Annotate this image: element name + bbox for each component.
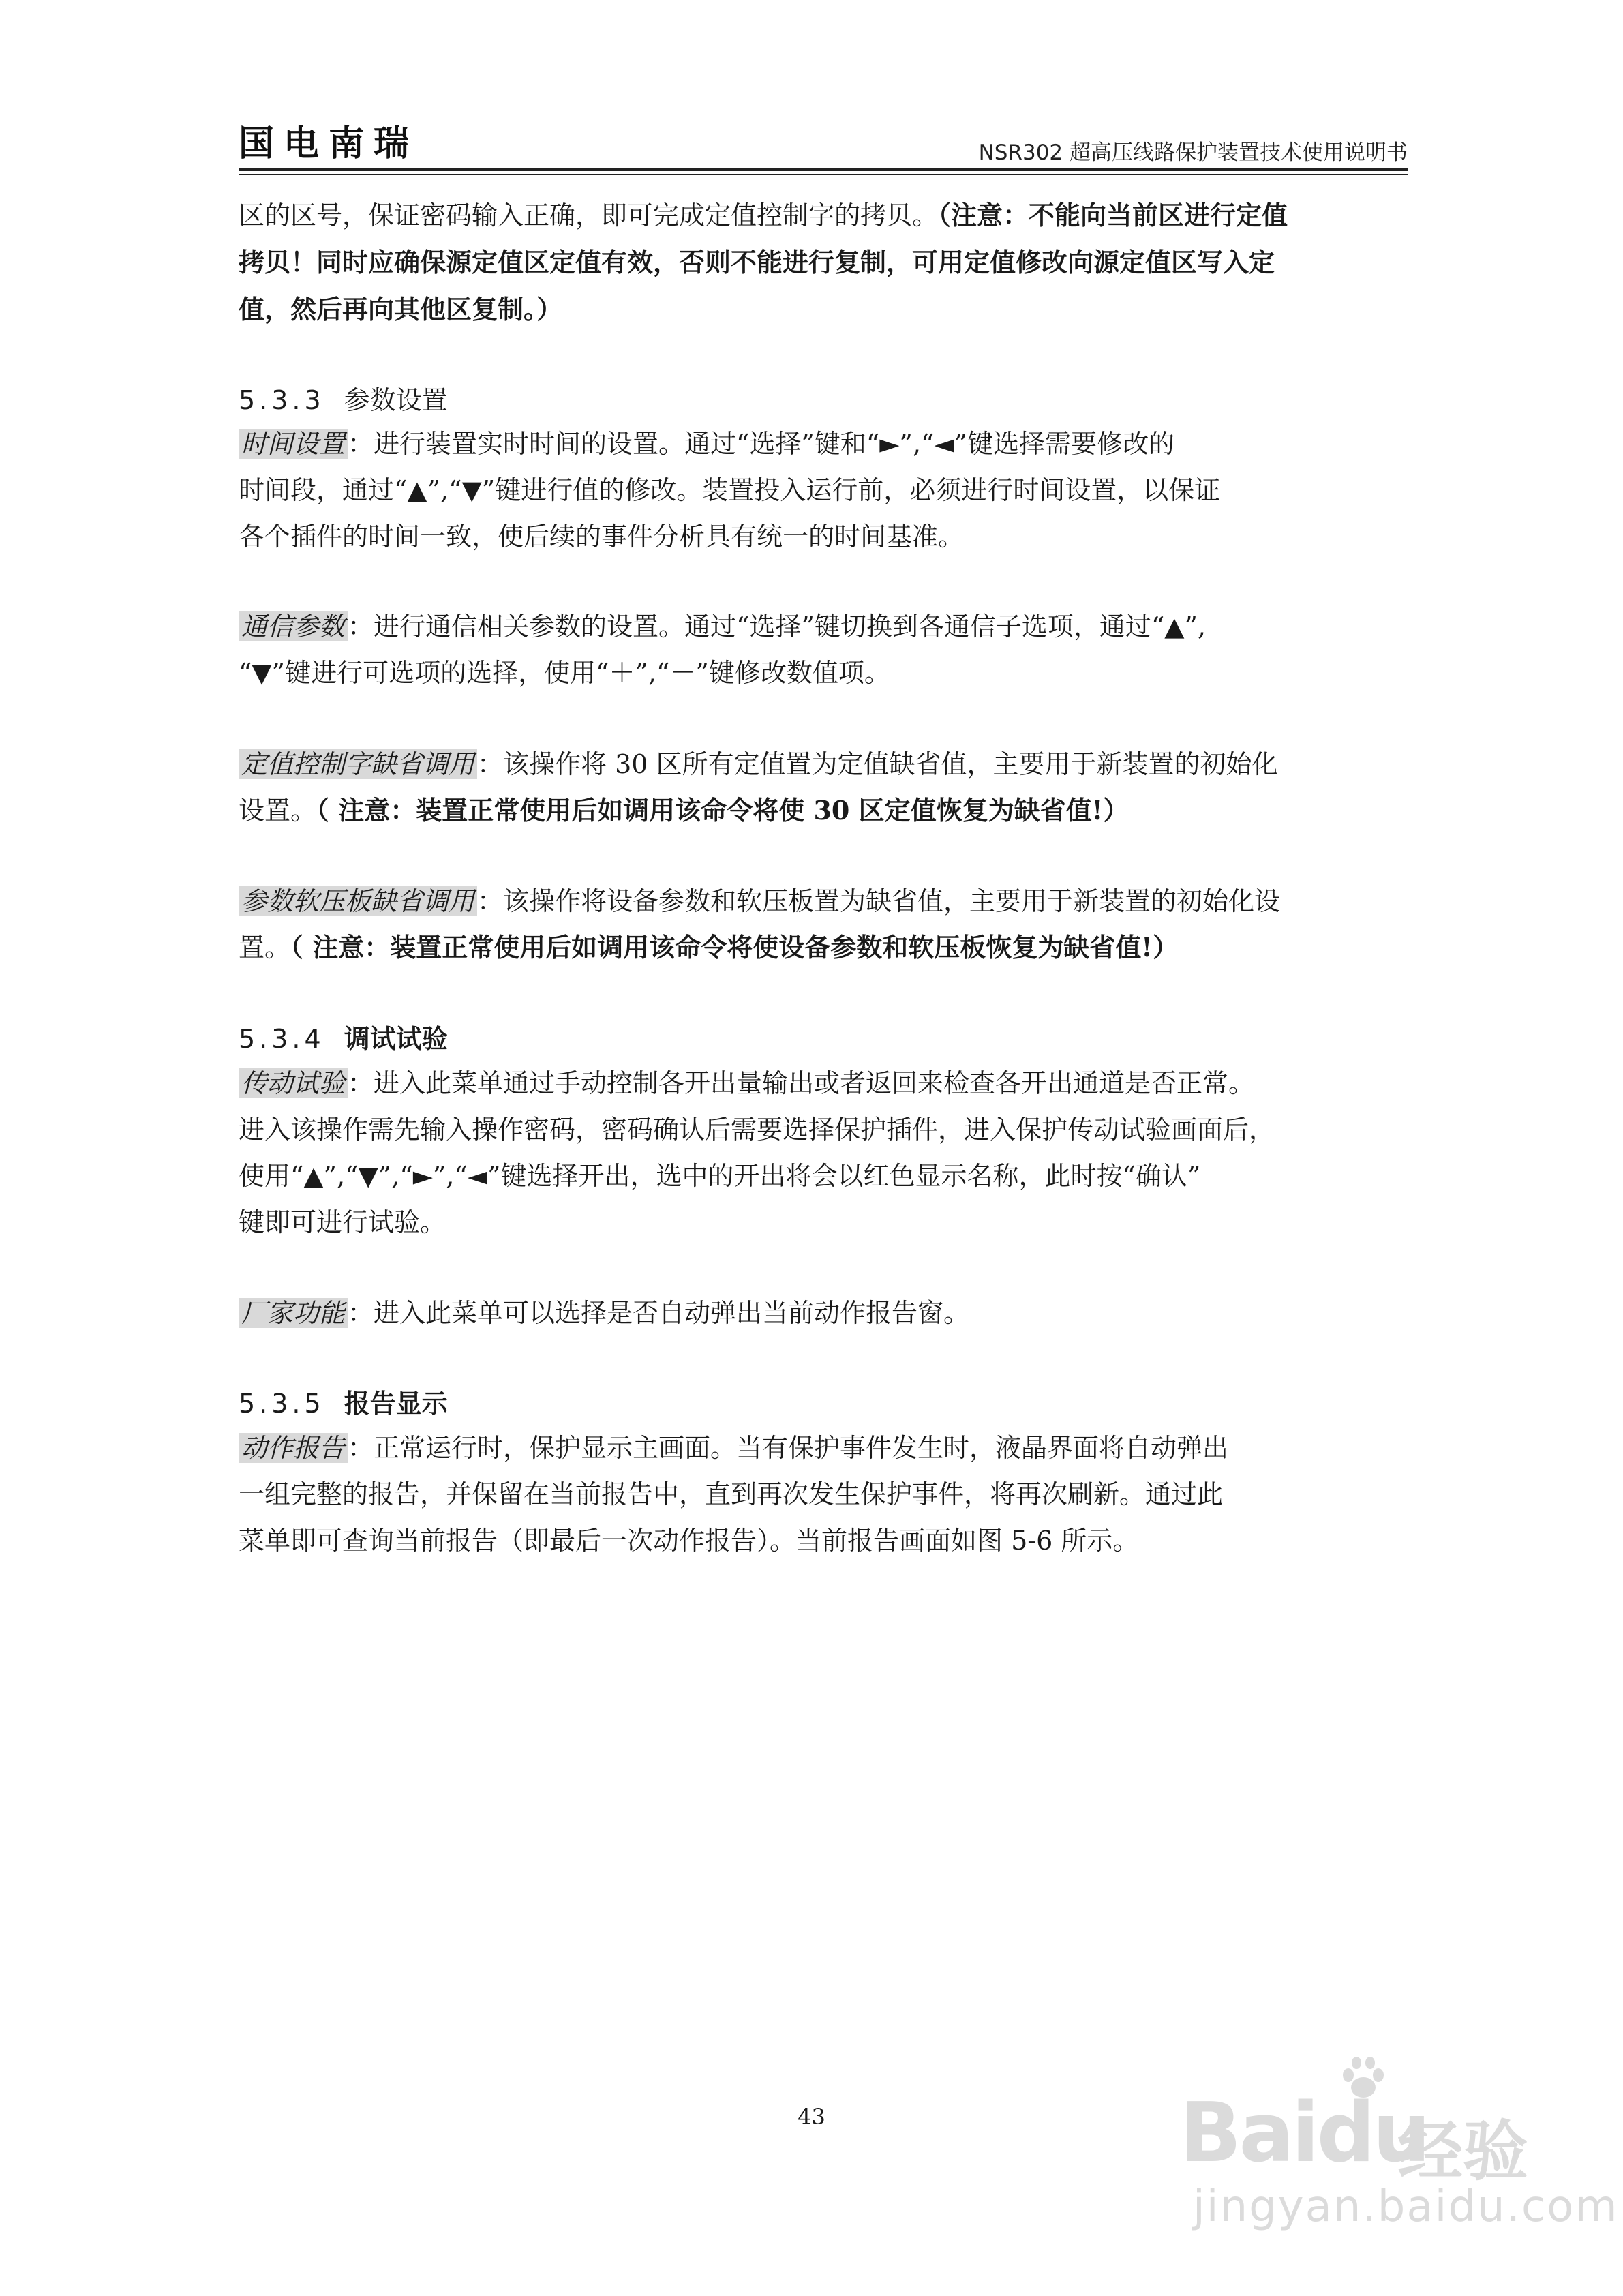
paragraph-text: ：进行装置实时时间的设置。通过“选择”键和“►”,“◄”键选择需要修改的 [348, 429, 1175, 459]
term-action-report: 动作报告 [239, 1433, 348, 1463]
soft-plate-line-2 [239, 931, 1408, 964]
paragraph-text: ：进入此菜单可以选择是否自动弹出当前动作报告窗。 [348, 1298, 970, 1328]
paragraph-text: 设置。 [239, 796, 317, 826]
default-setting-line-2 [239, 794, 1408, 827]
section-title: 报告显示 [344, 1389, 448, 1419]
paragraph-text: ：该操作将设备参数和软压板置为缺省值，主要用于新装置的初始化设 [477, 886, 1281, 916]
section-heading-535 [239, 1387, 1408, 1420]
paragraph-text: 置。 [239, 933, 291, 963]
drive-test-line-2: 进入该操作需先输入操作密码，密码确认后需要选择保护插件，进入保护传动试验画面后， [239, 1115, 1275, 1145]
intro-line-3: 值，然后再向其他区复制。） [239, 294, 563, 324]
term-comm-params: 通信参数 [239, 611, 348, 641]
term-factory-function: 厂家功能 [239, 1298, 348, 1328]
time-setting-line-1 [239, 427, 1408, 460]
section-title: 调试试验 [344, 1024, 448, 1054]
default-setting-line-1 [239, 748, 1408, 781]
time-setting-line-3: 各个插件的时间一致，使后续的事件分析具有统一的时间基准。 [239, 522, 965, 552]
drive-test-line-1 [239, 1067, 1408, 1100]
action-report-line-3: 菜单即可查询当前报告（即最后一次动作报告）。当前报告画面如图 5-6 所示。 [239, 1526, 1139, 1556]
time-setting-line-2: 时间段，通过“▲”,“▼”键进行值的修改。装置投入运行前，必须进行时间设置，以保证 [239, 475, 1221, 505]
section-number: 5.3.5 [239, 1389, 325, 1419]
header-rule-thick [239, 168, 1408, 171]
page-header [239, 109, 1408, 170]
paragraph-text: ：正常运行时，保护显示主画面。当有保护事件发生时，液晶界面将自动弹出 [348, 1433, 1229, 1463]
section-number: 5.3.4 [239, 1024, 325, 1054]
term-soft-plate-default: 参数软压板缺省调用 [239, 886, 477, 916]
header-rule-thin [239, 174, 1408, 175]
section-title: 参数设置 [344, 385, 448, 415]
watermark-url: jingyan.baidu.com [1193, 2181, 1619, 2232]
watermark-cn: 经验 [1397, 2113, 1528, 2190]
default-setting-note: （ 注意：装置正常使用后如调用该命令将使 30 区定值恢复为缺省值!） [316, 795, 1129, 826]
term-default-setting: 定值控制字缺省调用 [239, 749, 477, 779]
intro-line-1 [239, 199, 1408, 232]
term-drive-test: 传动试验 [239, 1068, 348, 1098]
section-number: 5.3.3 [239, 385, 325, 415]
intro-line-2: 拷贝！同时应确保源定值区定值有效，否则不能进行复制，可用定值修改向源定值区写入定 [239, 247, 1275, 277]
drive-test-line-4: 键即可进行试验。 [239, 1207, 446, 1237]
drive-test-line-3: 使用“▲”,“▼”,“►”,“◄”键选择开出，选中的开出将会以红色显示名称，此时按“确认” [239, 1161, 1201, 1191]
paragraph-text: ：进行通信相关参数的设置。通过“选择”键切换到各通信子选项，通过“▲”, [348, 611, 1207, 641]
soft-plate-note: （ 注意：装置正常使用后如调用该命令将使设备参数和软压板恢复为缺省值!） [290, 932, 1179, 963]
section-heading-534 [239, 1023, 1408, 1055]
paragraph-text: ：进入此菜单通过手动控制各开出量输出或者返回来检查各开出通道是否正常。 [348, 1068, 1255, 1098]
comm-param-line-2: “▼”键进行可选项的选择，使用“＋”,“－”键修改数值项。 [239, 658, 890, 688]
intro-note: （注意：不能向当前区进行定值 [938, 200, 1288, 230]
section-heading-533 [239, 384, 1408, 417]
document-title: NSR302 超高压线路保护装置技术使用说明书 [978, 140, 1408, 165]
company-logo: 国电南瑞 [239, 123, 419, 164]
term-time-setting: 时间设置 [239, 429, 348, 459]
comm-param-line-1 [239, 610, 1408, 643]
paragraph-text: ：该操作将 30 区所有定值置为定值缺省值，主要用于新装置的初始化 [477, 749, 1278, 779]
page-number: 43 [798, 2104, 825, 2130]
action-report-line-1 [239, 1432, 1408, 1464]
factory-function-line-1 [239, 1297, 1408, 1329]
baidu-jingyan-watermark [1166, 2038, 1619, 2243]
intro-text: 区的区号，保证密码输入正确，即可完成定值控制字的拷贝。 [239, 200, 939, 230]
watermark-brand: Baidu [1179, 2086, 1428, 2181]
action-report-line-2: 一组完整的报告，并保留在当前报告中，直到再次发生保护事件，将再次刷新。通过此 [239, 1479, 1224, 1509]
soft-plate-line-1 [239, 885, 1408, 918]
